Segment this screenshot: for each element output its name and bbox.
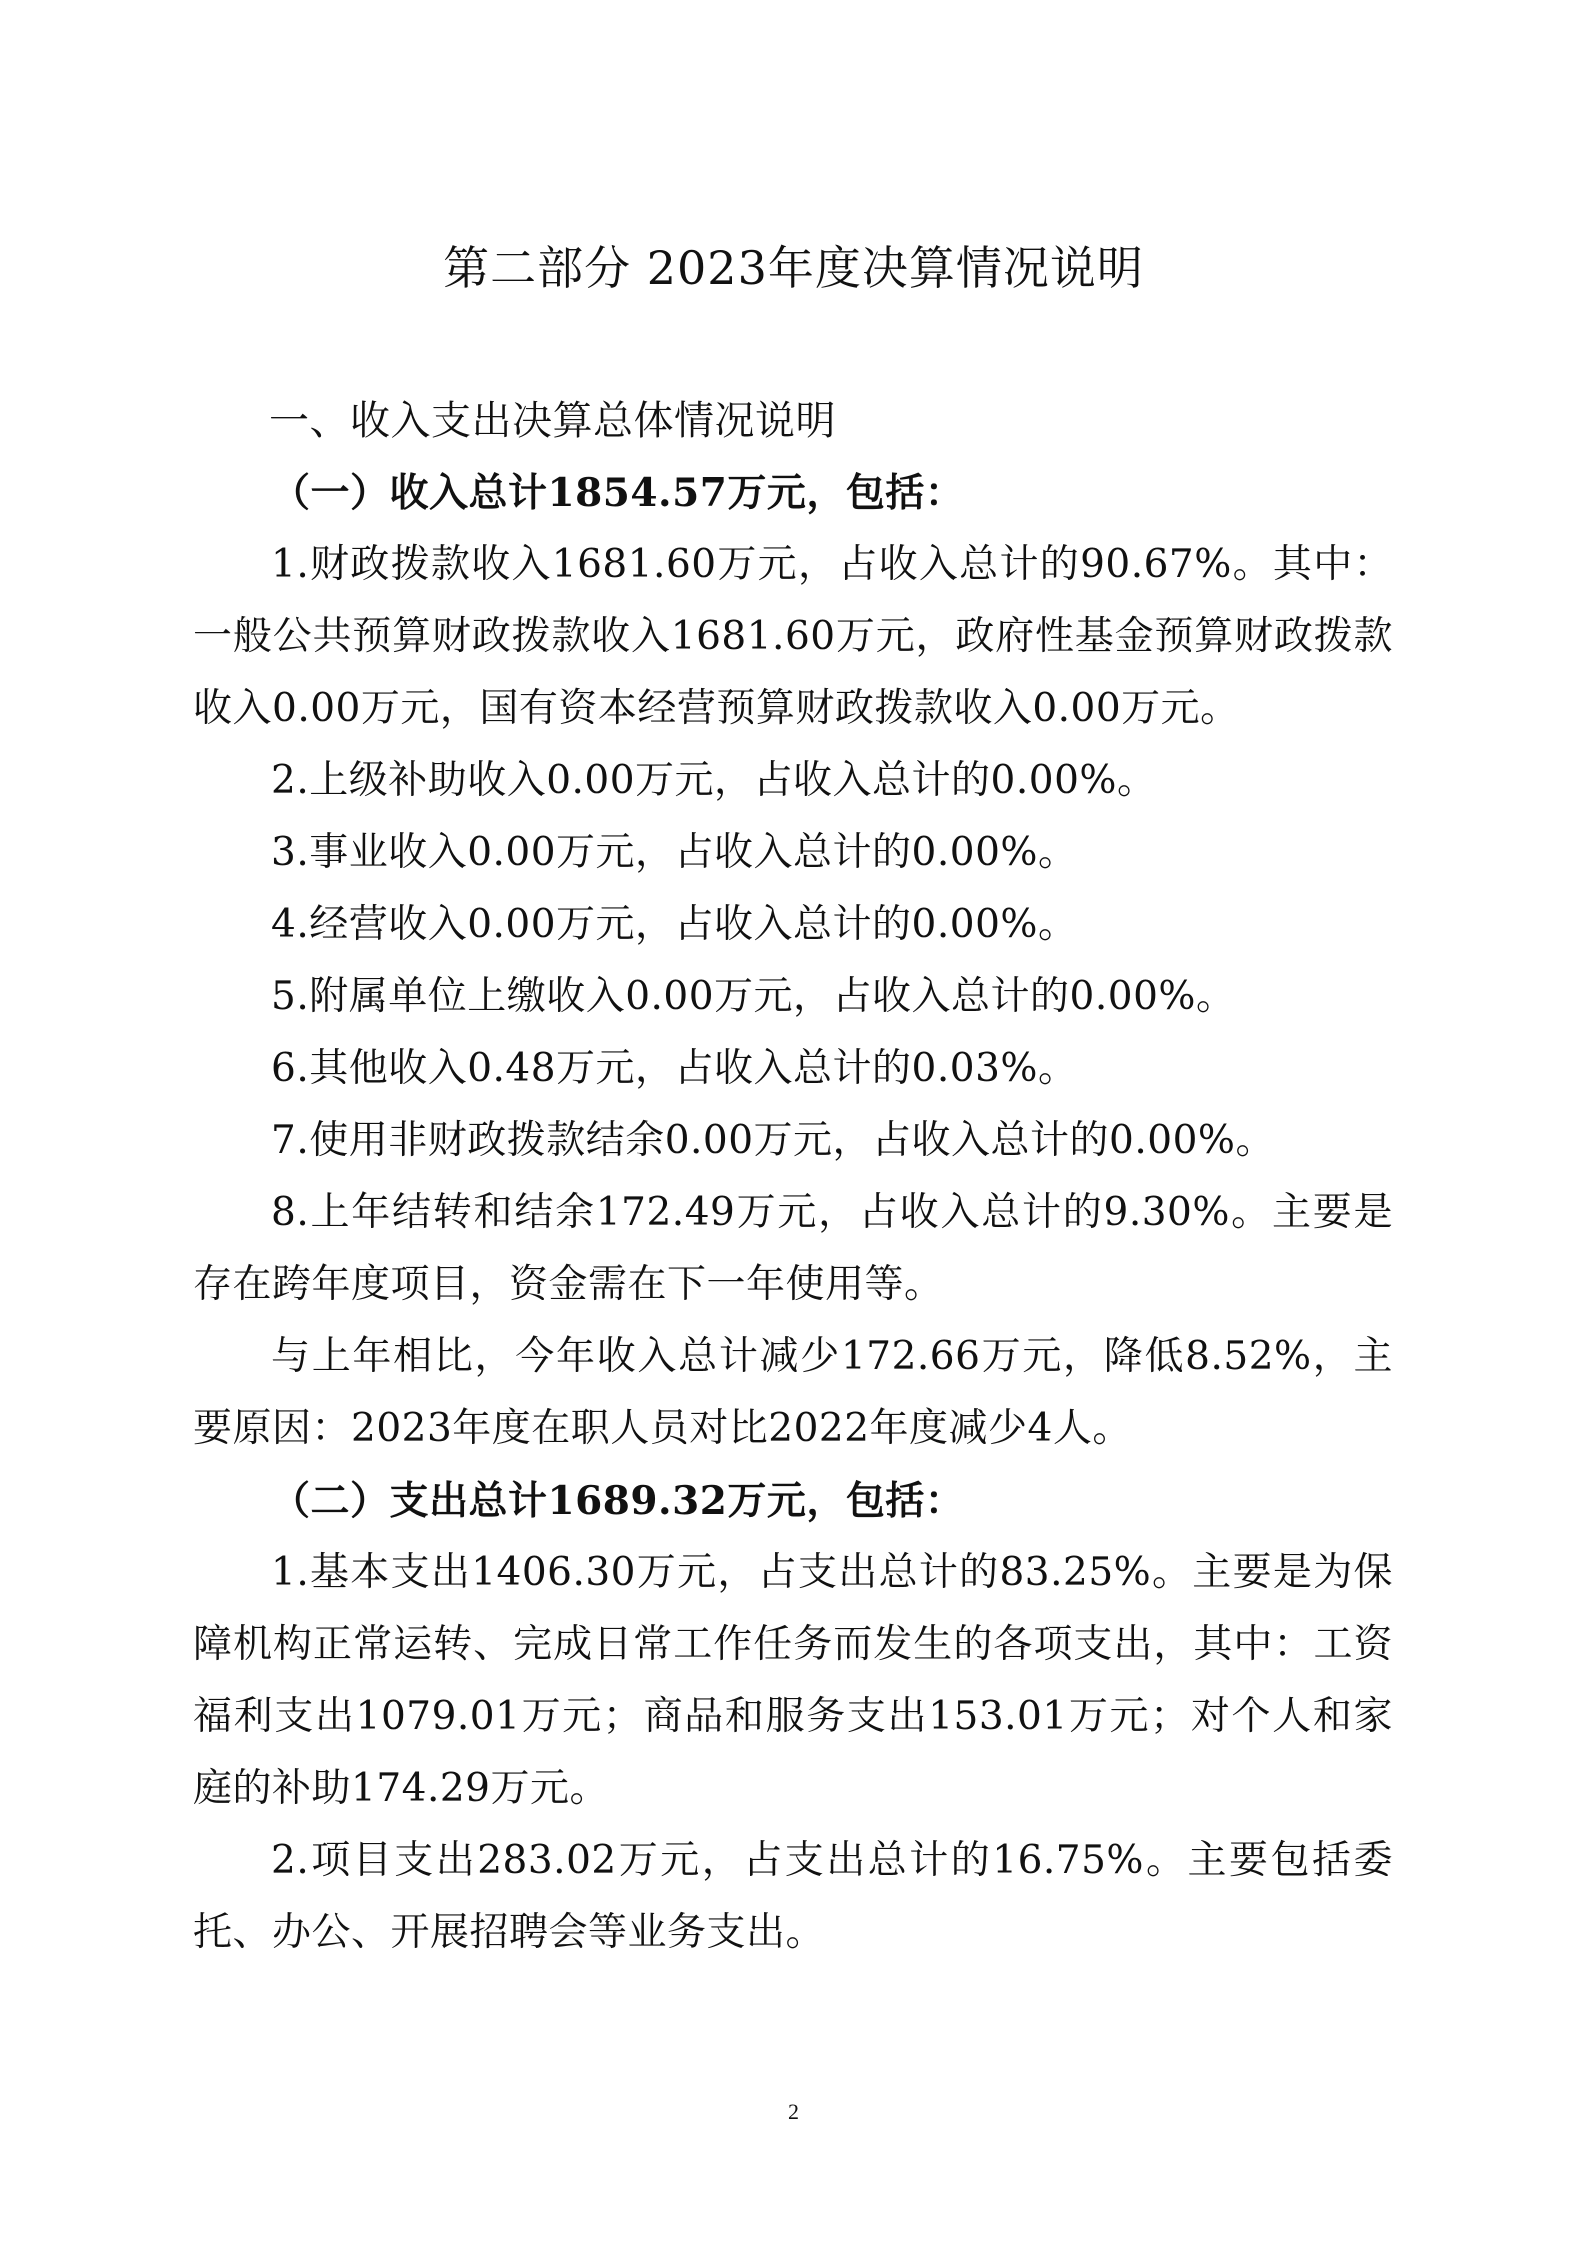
expenditure-total-heading: （二）支出总计1689.32万元，包括： [271,1478,965,1524]
income-item-other: 6.其他收入0.48万元，占收入总计的0.03%。 [271,1046,1078,1091]
section-heading-income-expenditure: 一、收入支出决算总体情况说明 [269,398,836,444]
expenditure-item-project: 2.项目支出283.02万元，占支出总计的16.75%。主要包括委托、办公、开展招聘会等业务支出。 [193,1838,1393,1955]
income-item-fiscal-appropriation: 1.财政拨款收入1681.60万元，占收入总计的90.67%。其中：一般公共预算财政拨款收入1681.60万元，政府性基金预算财政拨款收入0.00万元，国有资本经营预算财政拨款收入0.00万元。 [193,542,1393,731]
income-item-business: 3.事业收入0.00万元，占收入总计的0.00%。 [271,830,1078,875]
document-body [193,385,1393,1969]
expenditure-item-basic: 1.基本支出1406.30万元，占支出总计的83.25%。主要是为保障机构正常运转、完成日常工作任务而发生的各项支出，其中：工资福利支出1079.01万元；商品和服务支出153.01万元；对个人和家庭的补助174.29万元。 [193,1550,1393,1811]
page-number: 2 [788,2099,799,2124]
income-total-heading: （一）收入总计1854.57万元，包括： [271,470,965,516]
income-item-affiliated-unit: 5.附属单位上缴收入0.00万元，占收入总计的0.00%。 [271,974,1236,1019]
income-item-non-fiscal-balance: 7.使用非财政拨款结余0.00万元，占收入总计的0.00%。 [271,1118,1275,1163]
page-title: 第二部分 2023年度决算情况说明 [443,241,1144,295]
income-comparison: 与上年相比，今年收入总计减少172.66万元，降低8.52%，主要原因：2023年度在职人员对比2022年度减少4人。 [193,1334,1393,1451]
income-item-carryover: 8.上年结转和结余172.49万元，占收入总计的9.30%。主要是存在跨年度项目，资金需在下一年使用等。 [193,1190,1393,1307]
income-item-superior-subsidy: 2.上级补助收入0.00万元，占收入总计的0.00%。 [271,758,1157,803]
income-item-operating: 4.经营收入0.00万元，占收入总计的0.00%。 [271,902,1078,947]
